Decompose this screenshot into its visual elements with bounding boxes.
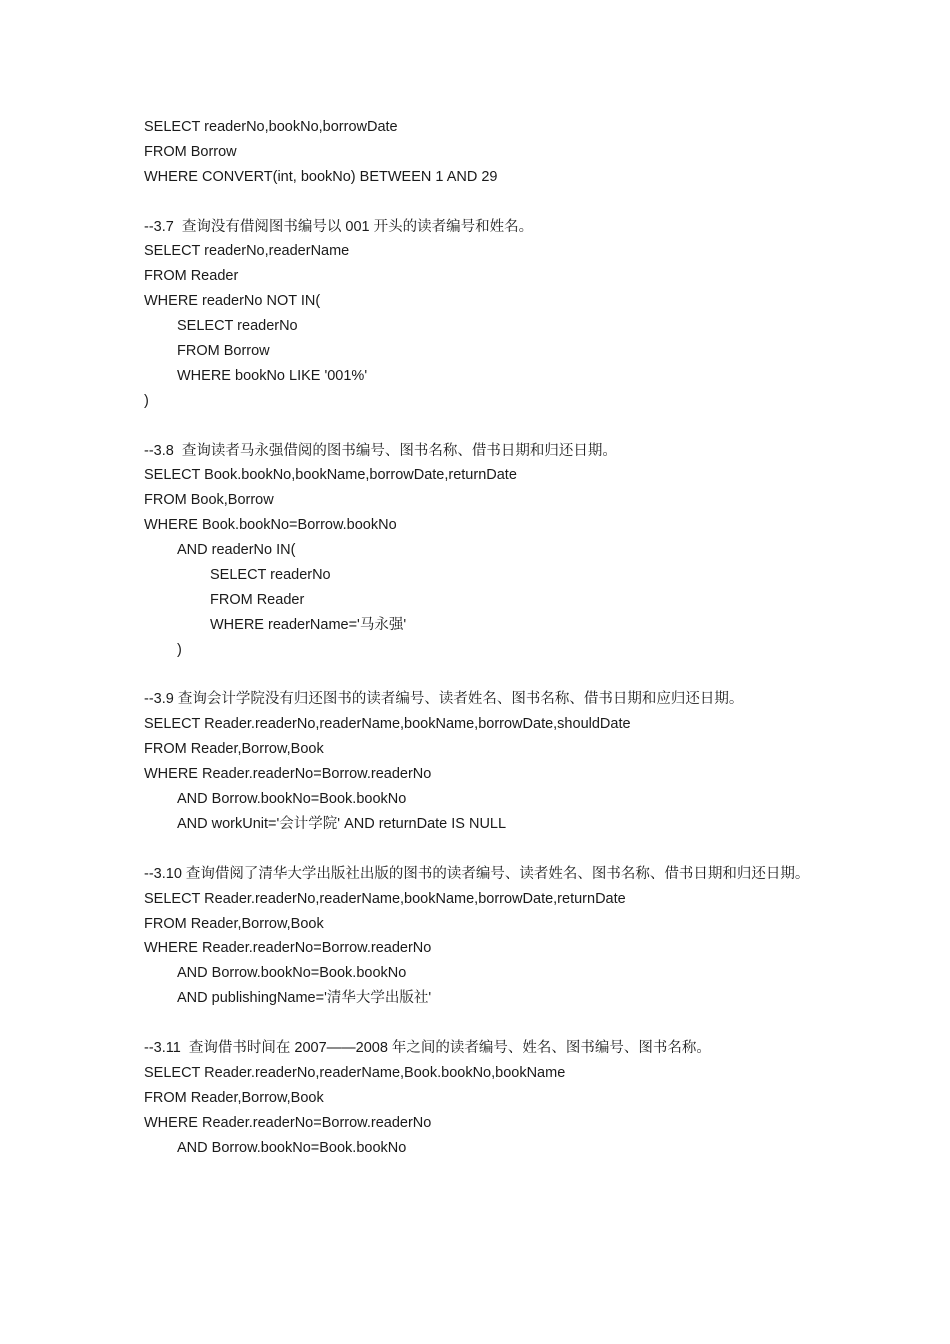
code-line: WHERE CONVERT(int, bookNo) BETWEEN 1 AND 29 xyxy=(144,168,498,185)
comment-heading: --3.11 查询借书时间在 2007——2008 年之间的读者编号、姓名、图书编号、图书名称。 xyxy=(144,1039,711,1056)
blank-line xyxy=(144,837,814,862)
comment-heading: --3.8 查询读者马永强借阅的图书编号、图书名称、借书日期和归还日期。 xyxy=(144,442,617,459)
blank-line xyxy=(144,190,814,215)
code-line: FROM Borrow xyxy=(144,143,237,160)
code-line: FROM Reader xyxy=(210,591,305,608)
code-line: FROM Book,Borrow xyxy=(144,492,274,509)
code-line: SELECT Reader.readerNo,readerName,Book.bookNo,bookName xyxy=(144,1064,566,1081)
comment-heading: --3.10 查询借阅了清华大学出版社出版的图书的读者编号、读者姓名、图书名称、借书日期和归还日期。 xyxy=(144,865,810,882)
code-line: ) xyxy=(177,641,182,658)
code-line: SELECT readerNo,bookNo,borrowDate xyxy=(144,119,398,135)
code-line: WHERE readerName='马永强' xyxy=(210,616,407,633)
code-line: AND publishingName='清华大学出版社' xyxy=(177,990,432,1007)
code-line: WHERE Reader.readerNo=Borrow.readerNo xyxy=(144,766,432,783)
blank-line xyxy=(144,414,814,439)
blank-line xyxy=(144,1011,814,1036)
code-line: SELECT Reader.readerNo,readerName,bookName,borrowDate,shouldDate xyxy=(144,716,631,733)
sql-block-3-8 xyxy=(144,439,814,663)
code-line: WHERE Reader.readerNo=Borrow.readerNo xyxy=(144,940,432,957)
comment-heading: --3.9 查询会计学院没有归还图书的读者编号、读者姓名、图书名称、借书日期和应归还日期。 xyxy=(144,691,744,708)
code-line: WHERE bookNo LIKE '001%' xyxy=(177,367,368,384)
code-line: FROM Borrow xyxy=(177,343,270,360)
code-line: FROM Reader xyxy=(144,268,239,285)
code-line: AND Borrow.bookNo=Book.bookNo xyxy=(177,791,407,808)
sql-block-3-7 xyxy=(144,215,814,414)
code-line: AND readerNo IN( xyxy=(177,542,296,559)
code-line: SELECT Reader.readerNo,readerName,bookName,borrowDate,returnDate xyxy=(144,890,626,907)
blank-line xyxy=(144,663,814,688)
document-page xyxy=(144,115,814,1160)
sql-block-3-6 xyxy=(144,115,814,190)
code-line: WHERE Book.bookNo=Borrow.bookNo xyxy=(144,517,397,534)
sql-block-3-11 xyxy=(144,1036,814,1160)
code-line: AND Borrow.bookNo=Book.bookNo xyxy=(177,965,407,982)
code-line: FROM Reader,Borrow,Book xyxy=(144,915,324,932)
code-line: AND Borrow.bookNo=Book.bookNo xyxy=(177,1139,407,1156)
code-line: FROM Reader,Borrow,Book xyxy=(144,741,324,758)
code-line: SELECT readerNo xyxy=(210,567,331,584)
sql-block-3-10 xyxy=(144,862,814,1011)
code-line: SELECT readerNo xyxy=(177,318,298,335)
comment-heading: --3.7 查询没有借阅图书编号以 001 开头的读者编号和姓名。 xyxy=(144,218,534,235)
code-line: WHERE Reader.readerNo=Borrow.readerNo xyxy=(144,1114,432,1131)
code-line: FROM Reader,Borrow,Book xyxy=(144,1089,324,1106)
code-line: SELECT readerNo,readerName xyxy=(144,243,350,260)
code-line: ) xyxy=(144,392,149,409)
code-line: SELECT Book.bookNo,bookName,borrowDate,returnDate xyxy=(144,467,517,484)
sql-block-3-9 xyxy=(144,687,814,836)
code-line: AND workUnit='会计学院' AND returnDate IS NULL xyxy=(177,815,507,832)
code-line: WHERE readerNo NOT IN( xyxy=(144,293,321,310)
